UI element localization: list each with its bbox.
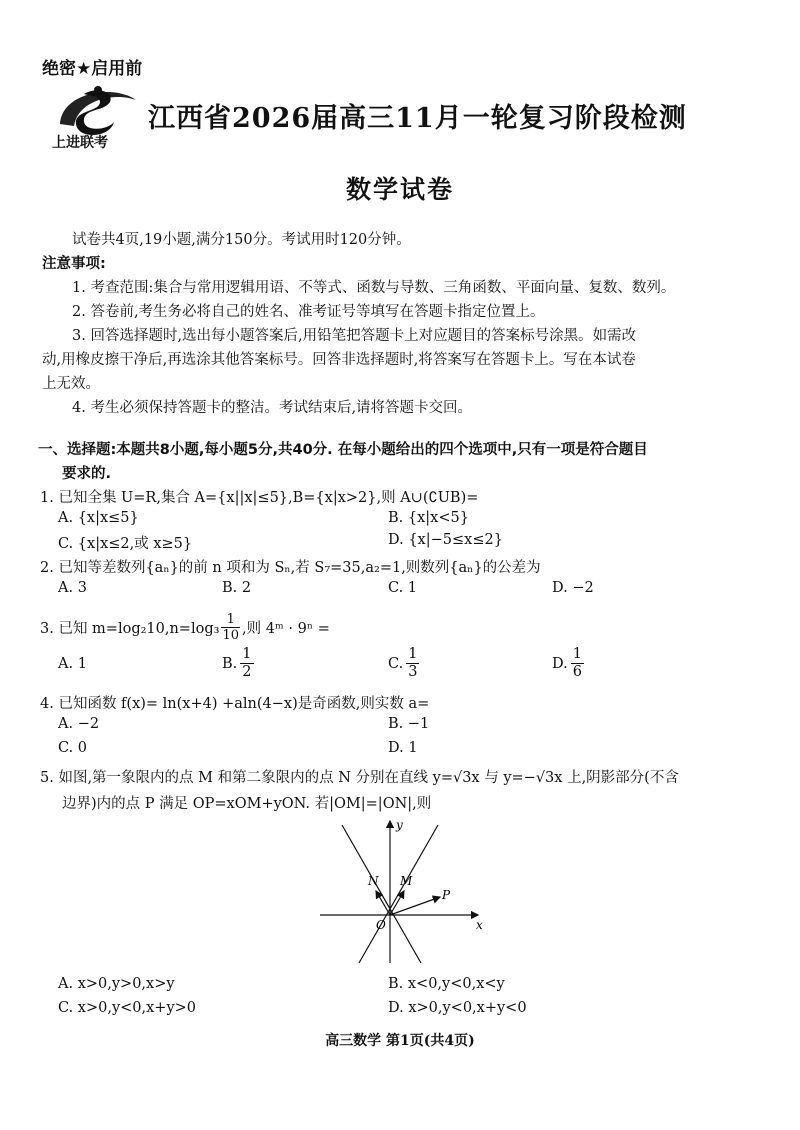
y-axis-label: y xyxy=(396,818,403,832)
q4-option-b: B. −1 xyxy=(388,716,430,732)
option-label: C. xyxy=(388,655,404,672)
x-axis-label: x xyxy=(476,918,483,932)
line-y-neg-sqrt3x xyxy=(342,825,421,963)
q4-option-c: C. 0 xyxy=(58,740,88,756)
section-heading-cont: 要求的. xyxy=(62,466,112,482)
q2-option-b: B. 2 xyxy=(222,580,252,596)
option-fraction xyxy=(571,646,584,681)
note-item: 3. 回答选择题时,选出每小题答案后,用铅笔把答题卡上对应题目的答案标号涂黑。如需改 xyxy=(72,328,637,344)
option-fraction xyxy=(406,646,419,681)
vector-op xyxy=(390,897,440,915)
vector-on xyxy=(376,891,390,915)
q3-stem-end: ,则 4ᵐ · 9ⁿ = xyxy=(241,621,330,637)
q5-option-a: A. x>0,y>0,x>y xyxy=(58,976,175,992)
note-item: 4. 考生必须保持答题卡的整洁。考试结束后,请将答题卡交回。 xyxy=(72,400,473,416)
exam-title: 江西省2026届高三11月一轮复习阶段检测 xyxy=(148,103,687,134)
q5-coordinate-graph xyxy=(318,815,488,965)
question-2-stem: 2. 已知等差数列{aₙ}的前 n 项和为 Sₙ,若 S₇=35,a₂=1,则数列{aₙ}的公差为 xyxy=(40,560,541,576)
q2-option-d: D. −2 xyxy=(552,580,594,596)
q3-option-a: A. 1 xyxy=(58,656,87,672)
confidential-label: 绝密★启用前 xyxy=(42,59,143,79)
fraction-denominator: 10 xyxy=(222,628,239,643)
q2-option-c: C. 1 xyxy=(388,580,418,596)
question-5-stem: 5. 如图,第一象限内的点 M 和第二象限内的点 N 分别在直线 y=√3x 与 y=−√3x 上,阴影部分(不含 xyxy=(40,770,679,786)
fraction-denominator: 6 xyxy=(572,664,582,680)
question-5-stem-cont: 边界)内的点 P 满足 OP=xOM+yON. 若|OM|=|ON|,则 xyxy=(62,796,432,812)
fraction-numerator: 1 xyxy=(572,646,582,662)
logo-text: 上进联考 xyxy=(52,135,108,151)
q5-option-b: B. x<0,y<0,x<y xyxy=(388,976,505,992)
q3-stem-start: 3. 已知 m=log₂10,n=log₃ xyxy=(40,621,220,637)
question-1-stem: 1. 已知全集 U=R,集合 A={x||x|≤5},B={x|x>2},则 A∪(∁UB)= xyxy=(40,490,479,506)
vector-om xyxy=(390,891,404,915)
q4-option-a: A. −2 xyxy=(58,716,100,732)
q1-option-c: C. {x|x≤2,或 x≥5} xyxy=(58,536,193,552)
q3-option-c xyxy=(388,646,419,681)
point-n-label: N xyxy=(368,874,379,888)
q5-option-d: D. x>0,y<0,x+y<0 xyxy=(388,1000,527,1016)
fraction-denominator: 3 xyxy=(408,664,418,680)
fraction-numerator: 1 xyxy=(242,646,252,662)
note-item: 上无效。 xyxy=(42,376,100,392)
q3-option-b xyxy=(222,646,254,681)
exam-intro: 试卷共4页,19小题,满分150分。考试用时120分钟。 xyxy=(72,232,411,248)
fraction-numerator: 1 xyxy=(408,646,418,662)
fraction-numerator: 1 xyxy=(226,612,235,627)
point-p-label: P xyxy=(442,888,451,902)
fraction-denominator: 2 xyxy=(242,664,252,680)
note-item: 动,用橡皮擦干净后,再选涂其他答案标号。回答非选择题时,将答案写在答题卡上。写在本试卷 xyxy=(42,352,636,368)
note-item: 2. 答卷前,考生务必将自己的姓名、准考证号等填写在答题卡指定位置上。 xyxy=(72,304,545,320)
q3-option-d xyxy=(552,646,584,681)
notes-heading: 注意事项: xyxy=(42,256,106,272)
q3-fraction xyxy=(221,612,240,643)
question-4-stem: 4. 已知函数 f(x)= ln(x+4) +aln(4−x)是奇函数,则实数 a= xyxy=(40,696,430,712)
page-footer: 高三数学 第1页(共4页) xyxy=(325,1033,475,1049)
q4-option-d: D. 1 xyxy=(388,740,418,756)
line-y-sqrt3x xyxy=(359,825,438,963)
option-label: B. xyxy=(222,655,238,672)
q1-option-b: B. {x|x<5} xyxy=(388,510,469,526)
origin-label: O xyxy=(376,918,386,932)
q2-option-a: A. 3 xyxy=(58,580,87,596)
point-m-label: M xyxy=(400,874,413,888)
option-fraction xyxy=(240,646,253,681)
option-label: D. xyxy=(552,655,568,672)
note-item: 1. 考查范围:集合与常用逻辑用语、不等式、函数与导数、三角函数、平面向量、复数、数列。 xyxy=(72,280,676,296)
section-heading: 一、选择题:本题共8小题,每小题5分,共40分. 在每小题给出的四个选项中,只有一项是符合题目 xyxy=(38,442,648,458)
subject-title: 数学试卷 xyxy=(345,175,454,204)
q5-option-c: C. x>0,y<0,x+y>0 xyxy=(58,1000,197,1016)
q1-option-a: A. {x|x≤5} xyxy=(58,510,139,526)
q1-option-d: D. {x|−5≤x≤2} xyxy=(388,532,503,548)
question-3-stem xyxy=(40,612,330,643)
